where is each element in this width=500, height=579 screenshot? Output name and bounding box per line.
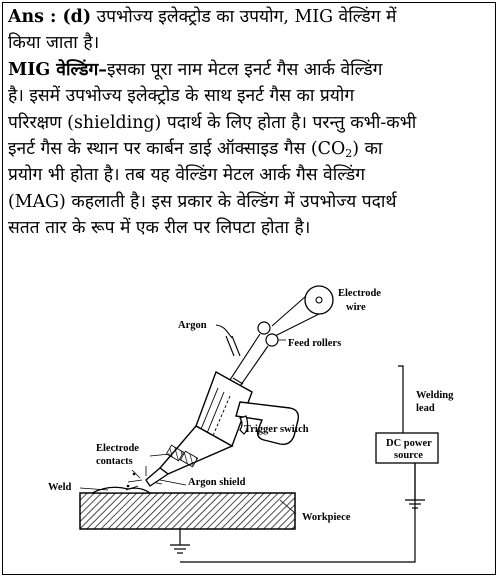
feed-roller-lower <box>266 334 278 346</box>
electrode-wire-label-1: Electrode <box>338 288 381 299</box>
heading-dash: – <box>98 59 107 80</box>
answer-prefix: Ans : (d) <box>8 7 92 27</box>
body-text-6b: ) का <box>352 139 383 160</box>
argon-label: Argon <box>178 320 207 331</box>
body-text-3: इसका पूरा नाम मेटल इनर्ट गैस आर्क वेल्डिंग <box>106 59 383 80</box>
weld-label: Weld <box>48 482 72 493</box>
answer-line-2: किया जाता है। <box>8 33 100 54</box>
weld-bead <box>92 487 150 493</box>
answer-text-1: उपभोज्य इलेक्ट्रोड का उपयोग, MIG वेल्डिंग में <box>96 7 397 27</box>
electrode-contacts-label-1: Electrode <box>96 443 139 454</box>
feed-rollers-label: Feed rollers <box>288 338 342 349</box>
argon-inlet-tube <box>226 336 240 356</box>
body-line-4: है। इसमें उपभोज्य इलेक्ट्रोड के साथ इनर्ट गैस का प्रयोग <box>8 86 355 107</box>
trigger-switch-label: Trigger switch <box>244 424 309 435</box>
dc-power-label-1: DC power <box>386 438 432 449</box>
argon-shield-label: Argon shield <box>188 477 246 488</box>
body-line-7: प्रयोग भी होता है। तब यह वेल्डिंग मेटल आर्क गैस वेल्डिंग <box>8 165 365 186</box>
reel-hub <box>316 297 322 303</box>
dc-power-label-2: source <box>394 450 423 461</box>
workpiece-label: Workpiece <box>302 512 351 523</box>
electrode-contacts-label-2: contacts <box>96 456 133 467</box>
argon-pointer-arrow <box>216 325 232 338</box>
workpiece-plate <box>80 493 295 529</box>
feed-roller-upper <box>258 322 270 334</box>
welding-lead-label-1: Welding <box>416 390 454 401</box>
body-line-9: सतत तार के रूप में एक रील पर लिपटा होता है। <box>8 218 311 239</box>
welding-lead-label-2: lead <box>416 403 435 414</box>
co2-subscript: 2 <box>345 147 353 161</box>
mig-heading: MIG वेल्डिंग <box>8 59 99 80</box>
body-line-8: (MAG) कहलाती है। इस प्रकार के वेल्डिंग में उपभोज्य पदार्थ <box>8 191 397 212</box>
electrode-wire-label-2: wire <box>346 302 366 313</box>
workpiece-ground-symbol <box>170 529 190 553</box>
body-text-6a: इनर्ट गैस के स्थान पर कार्बन डाई ऑक्साइड गैस (CO <box>8 139 346 160</box>
body-line-5: परिरक्षण (shielding) पदार्थ के लिए होता है। परन्तु कभी-कभी <box>8 112 417 133</box>
